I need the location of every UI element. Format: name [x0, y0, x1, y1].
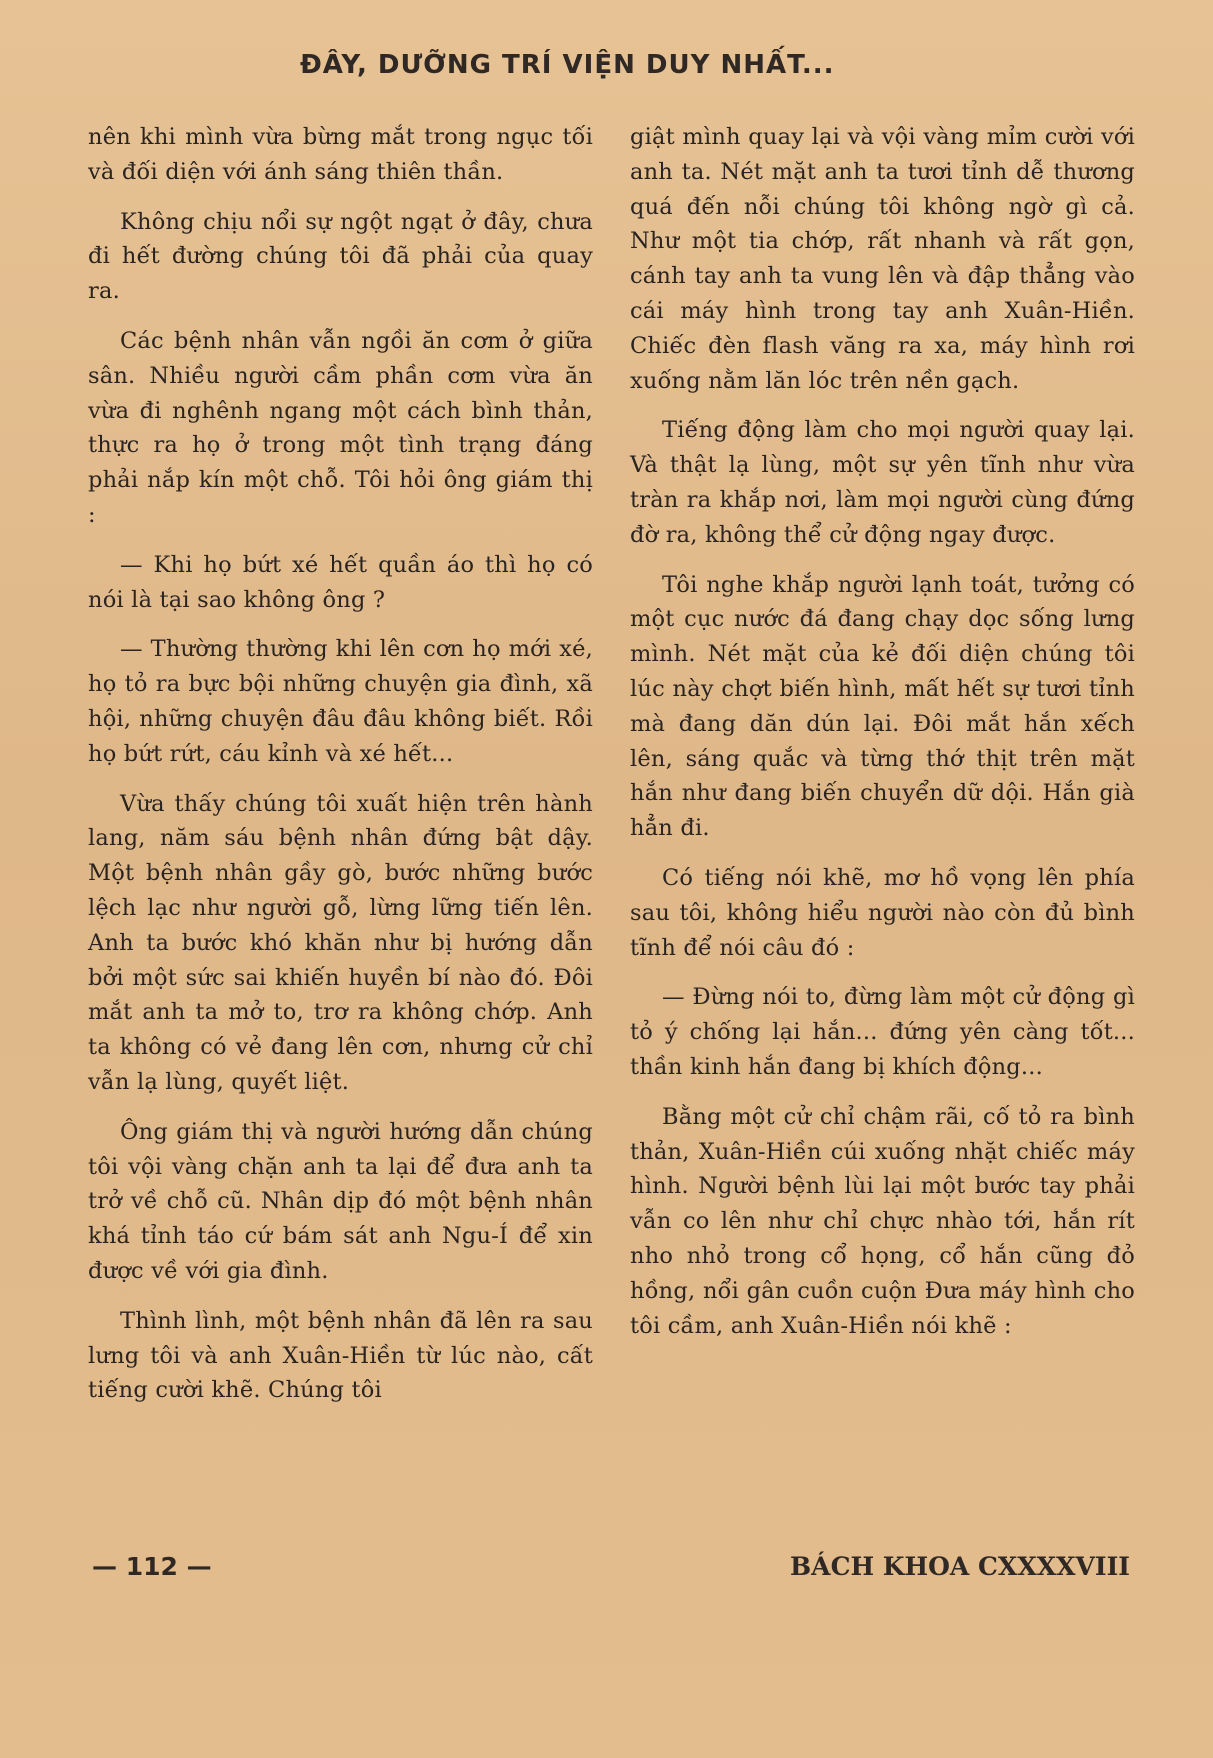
- paragraph: Tiếng động làm cho mọi người quay lại. Và thật lạ lùng, một sự yên tĩnh như vừa tràn ra khắp nơi, làm mọi người cùng đứng đờ ra, không thể cử động ngay được.: [630, 417, 1135, 548]
- paragraph: Có tiếng nói khẽ, mơ hồ vọng lên phía sau tôi, không hiểu người nào còn đủ bình tĩnh để nói câu đó :: [630, 864, 1135, 961]
- paragraph: Không chịu nổi sự ngột ngạt ở đây, chưa đi hết đường chúng tôi đã phải của quay ra.: [88, 208, 593, 305]
- paragraph: — Khi họ bứt xé hết quần áo thì họ có nói là tại sao không ông ?: [88, 551, 593, 613]
- paragraph: Tôi nghe khắp người lạnh toát, tưởng có một cục nước đá đang chạy dọc sống lưng mình. Nét mặt của kẻ đối diện chúng tôi lúc này chợt biến hình, mất hết sự tươi tỉnh mà đang dăn dún lại. Đôi mắt hắn xếch lên, sáng quắc và từng thớ thịt trên mặt hắn như đang biến chuyển dữ dội. Hắn già hẳn đi.: [630, 571, 1135, 842]
- left-column: [88, 120, 593, 1423]
- paragraph: Ông giám thị và người hướng dẫn chúng tôi vội vàng chặn anh ta lại để đưa anh ta trở về chỗ cũ. Nhân dịp đó một bệnh nhân khá tỉnh táo cứ bám sát anh Ngu-Í để xin được về với gia đình.: [88, 1118, 593, 1284]
- paragraph: Các bệnh nhân vẫn ngồi ăn cơm ở giữa sân. Nhiều người cầm phần cơm vừa ăn vừa đi nghênh ngang một cách bình thản, thực ra họ ở trong một tình trạng đáng phải nắp kín một chỗ. Tôi hỏi ông giám thị :: [88, 327, 593, 528]
- running-title: ĐÂY, DƯỠNG TRÍ VIỆN DUY NHẤT...: [300, 50, 835, 80]
- paragraph: Bằng một cử chỉ chậm rãi, cố tỏ ra bình thản, Xuân-Hiền cúi xuống nhặt chiếc máy hình. Người bệnh lùi lại một bước tay phải vẫn co lên như chỉ chực nhào tới, hắn rít nho nhỏ trong cổ họng, cổ hắn cũng đỏ hồng, nổi gân cuồn cuộn Đưa máy hình cho tôi cầm, anh Xuân-Hiền nói khẽ :: [630, 1103, 1135, 1339]
- paragraph: nên khi mình vừa bừng mắt trong ngục tối và đối diện với ánh sáng thiên thần.: [88, 124, 593, 185]
- paragraph: — Thường thường khi lên cơn họ mới xé, họ tỏ ra bực bội những chuyện gia đình, xã hội, những chuyện đâu đâu không biết. Rồi họ bứt rứt, cáu kỉnh và xé hết...: [88, 636, 593, 767]
- paragraph: giật mình quay lại và vội vàng mỉm cười với anh ta. Nét mặt anh ta tươi tỉnh dễ thương quá đến nỗi chúng tôi không ngờ gì cả. Như một tia chớp, rất nhanh và rất gọn, cánh tay anh ta vung lên và đập thẳng vào cái máy hình trong tay anh Xuân-Hiền. Chiếc đèn flash văng ra xa, máy hình rơi xuống nằm lăn lóc trên nền gạch.: [630, 124, 1135, 394]
- right-column: [630, 120, 1135, 1358]
- page-number: — 112 —: [92, 1552, 212, 1581]
- paragraph: Thình lình, một bệnh nhân đã lên ra sau lưng tôi và anh Xuân-Hiền từ lúc nào, cất tiếng cười khẽ. Chúng tôi: [88, 1307, 593, 1404]
- paragraph: Vừa thấy chúng tôi xuất hiện trên hành lang, năm sáu bệnh nhân đứng bật dậy. Một bệnh nhân gầy gò, bước những bước lệch lạc như người gỗ, lừng lững tiến lên. Anh ta bước khó khăn như bị hướng dẫn bởi một sức sai khiến huyền bí nào đó. Đôi mắt anh ta mở to, trơ ra không chớp. Anh ta không có vẻ đang lên cơn, nhưng cử chỉ vẫn lạ lùng, quyết liệt.: [88, 790, 593, 1095]
- magazine-issue: BÁCH KHOA CXXXXVIII: [790, 1552, 1130, 1581]
- paragraph: — Đừng nói to, đừng làm một cử động gì tỏ ý chống lại hắn... đứng yên càng tốt... thần kinh hắn đang bị khích động...: [630, 984, 1135, 1080]
